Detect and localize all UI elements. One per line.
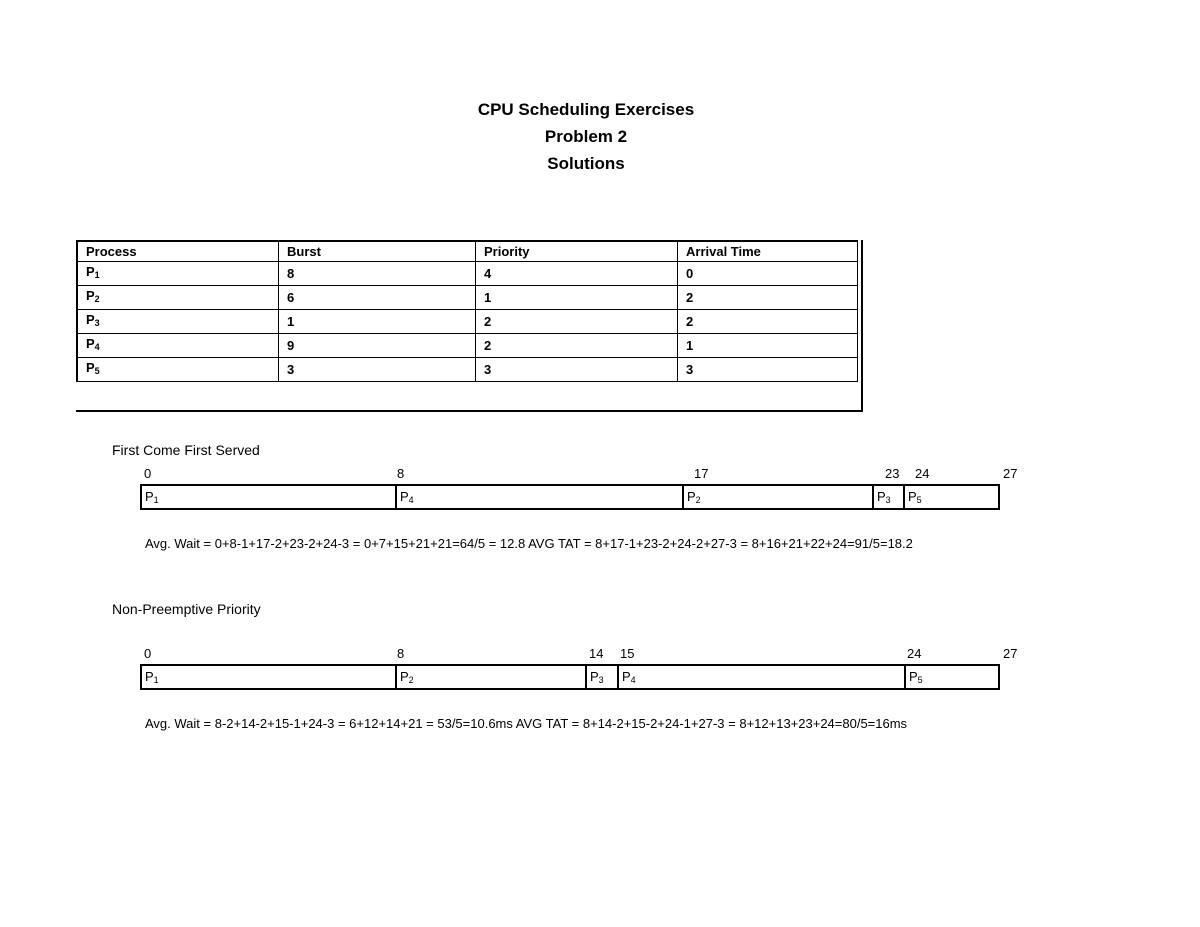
- gantt-segment: [142, 666, 397, 688]
- process-name: P: [86, 336, 95, 351]
- page-title: CPU Scheduling Exercises: [477, 100, 695, 119]
- segment-index: 4: [630, 675, 636, 685]
- segment-index: 3: [885, 495, 891, 505]
- npp-calculation: Avg. Wait = 8-2+14-2+15-1+24-3 = 6+12+14+21 = 53/5=10.6ms AVG TAT = 8+14-2+15-2+24-1+27-3 = 8+12+13+23+24=80/5=16ms: [145, 716, 908, 731]
- segment-process: P: [877, 489, 886, 504]
- process-index: 1: [94, 270, 100, 280]
- cell-process: [77, 286, 279, 310]
- segment-process: P: [909, 669, 918, 684]
- fcfs-tick: 23: [885, 466, 900, 481]
- process-name: P: [86, 264, 95, 279]
- segment-index: 4: [408, 495, 414, 505]
- fcfs-tick: 27: [1003, 466, 1018, 481]
- cell-arrival: 2: [678, 286, 858, 310]
- gantt-segment: [684, 486, 874, 508]
- fcfs-gantt-chart: [140, 484, 1000, 510]
- cell-priority: 4: [476, 262, 678, 286]
- cell-burst: 1: [279, 310, 476, 334]
- gantt-segment: [905, 486, 998, 508]
- gantt-segment: [874, 486, 905, 508]
- segment-process: P: [145, 669, 154, 684]
- cell-priority: 2: [476, 310, 678, 334]
- npp-tick: 14: [589, 646, 604, 661]
- process-index: 4: [94, 342, 100, 352]
- segment-process: P: [908, 489, 917, 504]
- fcfs-label: First Come First Served: [112, 442, 260, 458]
- segment-process: P: [687, 489, 696, 504]
- cell-priority: 2: [476, 334, 678, 358]
- page-subtitle-solutions: Solutions: [547, 154, 625, 173]
- process-table: [76, 240, 858, 382]
- gantt-segment: [587, 666, 619, 688]
- column-header-arrival: Arrival Time: [678, 241, 858, 262]
- process-index: 2: [94, 294, 100, 304]
- cell-process: [77, 262, 279, 286]
- process-index: 5: [94, 366, 100, 376]
- table-header-row: [77, 241, 858, 262]
- cell-process: [77, 358, 279, 382]
- fcfs-calculation: Avg. Wait = 0+8-1+17-2+23-2+24-3 = 0+7+15+21+21=64/5 = 12.8 AVG TAT = 8+17-1+23-2+24-2+27-3 = 8+16+21+22+24=91/5=18.2: [145, 536, 913, 551]
- page-subtitle: Problem 2: [544, 127, 628, 146]
- gantt-segment: [619, 666, 906, 688]
- cell-arrival: 1: [678, 334, 858, 358]
- segment-process: P: [400, 489, 409, 504]
- cell-burst: 9: [279, 334, 476, 358]
- npp-tick: 0: [144, 646, 152, 661]
- segment-index: 5: [917, 675, 923, 685]
- cell-priority: 1: [476, 286, 678, 310]
- cell-burst: 8: [279, 262, 476, 286]
- table-row: [77, 358, 858, 382]
- cell-burst: 3: [279, 358, 476, 382]
- process-name: P: [86, 288, 95, 303]
- fcfs-tick: 8: [397, 466, 405, 481]
- cell-arrival: 2: [678, 310, 858, 334]
- segment-process: P: [400, 669, 409, 684]
- segment-index: 1: [153, 495, 159, 505]
- segment-index: 2: [695, 495, 701, 505]
- npp-gantt-chart: [140, 664, 1000, 690]
- cell-process: [77, 334, 279, 358]
- column-header-priority: Priority: [476, 241, 678, 262]
- table-row: [77, 262, 858, 286]
- segment-process: P: [622, 669, 631, 684]
- gantt-segment: [142, 486, 397, 508]
- fcfs-tick: 17: [694, 466, 709, 481]
- process-name: P: [86, 360, 95, 375]
- gantt-segment: [397, 486, 684, 508]
- segment-process: P: [145, 489, 154, 504]
- npp-tick: 27: [1003, 646, 1018, 661]
- cell-burst: 6: [279, 286, 476, 310]
- process-table-frame: [76, 240, 863, 412]
- gantt-segment: [397, 666, 587, 688]
- segment-index: 2: [408, 675, 414, 685]
- npp-label: Non-Preemptive Priority: [112, 601, 261, 617]
- table-row: [77, 286, 858, 310]
- column-header-burst: Burst: [279, 241, 476, 262]
- segment-index: 3: [598, 675, 604, 685]
- segment-index: 1: [153, 675, 159, 685]
- segment-index: 5: [916, 495, 922, 505]
- fcfs-tick: 24: [915, 466, 930, 481]
- segment-process: P: [590, 669, 599, 684]
- gantt-segment: [906, 666, 998, 688]
- cell-process: [77, 310, 279, 334]
- npp-tick: 24: [907, 646, 922, 661]
- fcfs-tick: 0: [144, 466, 152, 481]
- cell-priority: 3: [476, 358, 678, 382]
- process-name: P: [86, 312, 95, 327]
- table-row: [77, 334, 858, 358]
- cell-arrival: 3: [678, 358, 858, 382]
- table-row: [77, 310, 858, 334]
- column-header-process: Process: [77, 241, 279, 262]
- npp-tick: 15: [620, 646, 635, 661]
- cell-arrival: 0: [678, 262, 858, 286]
- npp-tick: 8: [397, 646, 405, 661]
- process-index: 3: [94, 318, 100, 328]
